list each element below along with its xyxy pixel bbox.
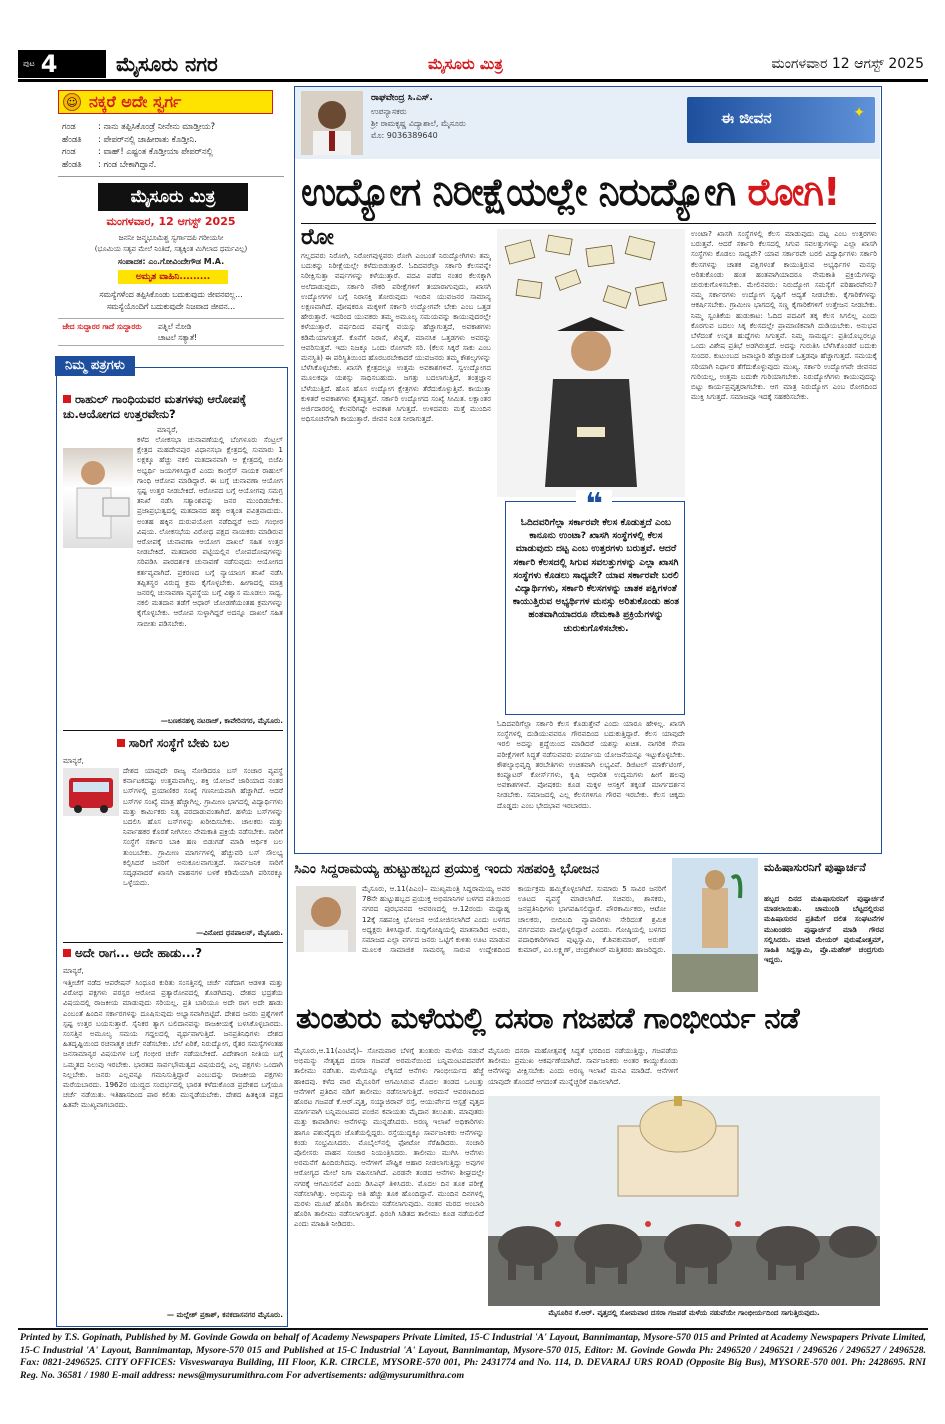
rahul-gandhi-photo [63,448,133,548]
cm-news [294,860,668,990]
masthead-date: ಮಂಗಳವಾರ, 12 ಆಗಸ್ಟ್ 2025 [106,215,236,228]
footer-rule [18,1328,928,1330]
statue-icon [672,858,758,992]
letters-column [56,358,288,1327]
cm-photo [296,886,356,952]
person-photo-icon [63,448,133,548]
column-tag [687,97,875,143]
page-header [18,50,928,82]
square-bullet-icon [117,739,125,747]
laughing-face-icon: ☺ [63,93,81,111]
article-col-2: ಓದಿದವರಿಗೆಲ್ಲಾ ಸರ್ಕಾರಿ ಕೆಲಸ ಕೊಡುತ್ತೇವೆ ಎಂದು ಯಾರೂ ಹೇಳಿಲ್ಲ. ಖಾಸಗಿ ಸಂಸ್ಥೆಗಳಲ್ಲಿ ದುಡಿಯುವವರೂ ಗೌರವದಿಂದ ಬದುಕುತ್ತಿದ್ದಾರೆ. ಕೆಲಸ ಯಾವುದೇ ಇರಲಿ ಅದನ್ನು ಶ್ರದ್ಧೆಯಿಂದ ಮಾಡಿದರೆ ಯಶಸ್ಸು ಖಚಿತ. ನಾಗರಿಕ ಸೇವಾ ಪರೀಕ್ಷೆಗಳಿಗೆ ಸಿದ್ಧತೆ ನಡೆಸುವವರು ಪರ್ಯಾಯ ಯೋಜನೆಯನ್ನೂ ಇಟ್ಟುಕೊಳ್ಳಬೇಕು. ಕೌಶಲ್ಯಾಭಿವೃದ್ಧಿ ತರಬೇತಿಗಳು ಉಚಿತವಾಗಿ ಲಭ್ಯವಿವೆ. ಡಿಜಿಟಲ್ ಮಾರ್ಕೆಟಿಂಗ್, ಕಂಪ್ಯೂಟರ್ ಕೋರ್ಸ್‌ಗಳು, ಕೃಷಿ ಆಧಾರಿತ ಉದ್ಯಮಗಳು ಹೀಗೆ ಹಲವು ಅವಕಾಶಗಳಿವೆ. ಪೋಷಕರು ಕೂಡ ಮಕ್ಕಳ ಆಸಕ್ತಿಗೆ ತಕ್ಕಂತೆ ಮಾರ್ಗದರ್ಶನ ನೀಡಬೇಕು. ಸಮಾಜದಲ್ಲಿ ಎಲ್ಲ ಕೆಲಸಗಳಿಗೂ ಗೌರವ ಇರಬೇಕು. ಕೆಲಸ ಚಿಕ್ಕದು ದೊಡ್ಡದು ಎಂಬ ಭೇದಭಾವ ಇರಬಾರದು. [497,719,685,810]
amrutha-line-2: ಸಮಸ್ಯೆಯೊಂದಿಗೆ ಬದುಕುವುದೇ ನಿಜವಾದ ಜೀವನ... [106,302,236,311]
letter-1-signature: —ಬಣಕನಹಳ್ಳಿ ನಟರಾಜ್, ಕಾವೇರಿನಗರ, ಮೈಸೂರು. [160,716,283,725]
humor-title: ನಕ್ಕರೆ ಅದೇ ಸ್ವರ್ಗ [89,92,182,111]
article-col-3: ಉಂಟಾ? ಖಾಸಗಿ ಸಂಸ್ಥೆಗಳಲ್ಲಿ ಕೆಲಸ ಮಾಡುವುದು ದಟ್ಟ ಎಂಬ ಉತ್ತರಗಳು ಬರುತ್ತವೆ. ಆದರೆ ಸರ್ಕಾರಿ ಕೆಲಸದಲ್ಲಿ ಸಿಗುವ ಸವಲತ್ತುಗಳನ್ನು ಎಲ್ಲಾ ಖಾಸಗಿ ಸಂಸ್ಥೆಗಳು ಕೊಡಲು ಸಾಧ್ಯವೇ? ಯಾವ ಸರ್ಕಾರವೇ ಬರಲಿ ವಿದ್ಯಾರ್ಥಿಗಳು ಸರ್ಕಾರಿ ಕೆಲಸಗಳನ್ನು ಚಾತಕ ಪಕ್ಷಿಗಳಂತೆ ಕಾಯುತ್ತಿರುವ ಅಭ್ಯರ್ಥಿಗಳ ಮನಸ್ಸು ಅರಿತುಕೊಂಡು ಹಂತ ಹಂತವಾಗಿಯಾದರೂ ನೇಮಕಾತಿ ಪ್ರಕ್ರಿಯೆಗಳನ್ನು ಚುರುಕುಗೊಳಿಸಬೇಕು. ಮೇಲಿನವರು: ನಿರುದ್ಯೋಗ ಸಮಸ್ಯೆಗೆ ಪರಿಹಾರವೇನು? ನಮ್ಮ ಸರ್ಕಾರಗಳು ಉದ್ಯೋಗ ಸೃಷ್ಟಿಗೆ ಆದ್ಯತೆ ನೀಡಬೇಕು. ಕೈಗಾರಿಕೆಗಳನ್ನು ಆಕರ್ಷಿಸಬೇಕು. ಗ್ರಾಮೀಣ ಭಾಗದಲ್ಲಿ ಸಣ್ಣ ಕೈಗಾರಿಕೆಗಳಿಗೆ ಉತ್ತೇಜನ ನೀಡಬೇಕು. ನಿಮ್ಮ ಸ್ವಂತಿಕೆಯ ಹುಡುಕಾಟ: ಓದಿದ ಪದವಿಗೆ ತಕ್ಕ ಕೆಲಸ ಸಿಗಲಿಲ್ಲ ಎಂದು ಕೊರಗುವ ಬದಲು ಸಿಕ್ಕ ಕೆಲಸದಲ್ಲೇ ಪ್ರಾಮಾಣಿಕವಾಗಿ ದುಡಿಯಬೇಕು. ಅನುಭವ ಬೆಳೆದಂತೆ ಉನ್ನತ ಹುದ್ದೆಗಳು ಸಿಗುತ್ತವೆ. ನಿಮ್ಮ ಸಾಮರ್ಥ್ಯ: ಪ್ರತಿಯೊಬ್ಬರಲ್ಲೂ ಒಂದು ವಿಶೇಷ ಪ್ರತಿಭೆ ಅಡಗಿರುತ್ತದೆ. ಅದನ್ನು ಗುರುತಿಸಿ ಬೆಳೆಸಿಕೊಂಡರೆ ಬದುಕು ಸುಂದರ. ಕುಟುಂಬದ ಜವಾಬ್ದಾರಿ ಹೆಚ್ಚಾದಂತೆ ಒತ್ತಡವೂ ಹೆಚ್ಚಾಗುತ್ತದೆ. ಸಮಯಕ್ಕೆ ಸರಿಯಾಗಿ ನಿರ್ಧಾರ ತೆಗೆದುಕೊಳ್ಳುವುದು ಮುಖ್ಯ. ಸರ್ಕಾರಿ ಉದ್ಯೋಗವೇ ಜೀವನದ ಗುರಿಯಲ್ಲ, ಉತ್ತಮ ಬದುಕೇ ಗುರಿಯಾಗಬೇಕು. ನಿರುದ್ಯೋಗಿಗಳು ಕಾಯುವುದನ್ನು ಬಿಟ್ಟು ಕಾರ್ಯಪ್ರವೃತ್ತರಾಗಬೇಕು. ಆಗ ಮಾತ್ರ ನಿರುದ್ಯೋಗ ಎಂಬ ರೋಗದಿಂದ ಮುಕ್ತಿ ಸಿಗುತ್ತದೆ. ಸಮಾಜವೂ ಇದಕ್ಕೆ ಸಹಕರಿಸಬೇಕು. [691,229,877,402]
dasara-news [294,996,884,1316]
letters-title: ನಿಮ್ಮ ಪತ್ರಗಳು [55,356,135,376]
author-role: ಉಪನ್ಯಾಸಕರು [371,107,407,116]
bus-icon [63,768,119,816]
section-title: ಮೈಸೂರು ನಗರ [116,52,218,76]
mini-left: ಜೇದ ಸುದ್ದಾರರ ಗಾದೆ ಸುದ್ದಾರರು [62,322,142,331]
letter-1-body: ಕಳೆದ ಲೋಕಸಭಾ ಚುನಾವಣೆಯಲ್ಲಿ ಬೆಂಗಳೂರು ಸೆಂಟ್ರಲ್ ಕ್ಷೇತ್ರದ ಮಹದೇವಪುರ ವಿಧಾನಸಭಾ ಕ್ಷೇತ್ರದಲ್ಲಿ ಸುಮಾರು 1 ಲಕ್ಷಕ್ಕೂ ಹೆಚ್ಚು ನಕಲಿ ಮತದಾನವಾಗಿ ಆ ಕ್ಷೇತ್ರದಲ್ಲಿ ಬಿಜೆಪಿ ಅಭ್ಯರ್ಥಿ ಜಯಗಳಿಸಿದ್ದಾರೆ ಎಂದು ಕಾಂಗ್ರೆಸ್ ನಾಯಕ ರಾಹುಲ್ ಗಾಂಧಿ ಆರೋಪ ಮಾಡಿದ್ದಾರೆ. ಈ ಬಗ್ಗೆ ಚುನಾವಣಾ ಆಯೋಗ ಸ್ಪಷ್ಟ ಉತ್ತರ ನೀಡಬೇಕಿದೆ. ಆರೋಪದ ಬಗ್ಗೆ ಆಯೋಗವು ಸಮಗ್ರ ತನಿಖೆ ನಡೆಸಿ ಸತ್ಯಾಂಶವನ್ನು ಜನರ ಮುಂದಿಡಬೇಕು. ಪ್ರಜಾಪ್ರಭುತ್ವದಲ್ಲಿ ಮತದಾನದ ಹಕ್ಕು ಅತ್ಯಂತ ಪವಿತ್ರವಾದುದು. ಅಂತಹ ಹಕ್ಕಿನ ದುರುಪಯೋಗ ನಡೆದಿದ್ದರೆ ಅದು ಗಂಭೀರ ವಿಷಯ. ಲೋಕಸಭೆಯ ವಿರೋಧ ಪಕ್ಷದ ನಾಯಕರು ಮಾಡಿರುವ ಆರೋಪಕ್ಕೆ ಚುನಾವಣಾ ಆಯೋಗ ದಾಖಲೆ ಸಹಿತ ಉತ್ತರ ನೀಡಬೇಕಿದೆ. ಮತದಾರರ ಪಟ್ಟಿಯಲ್ಲಿನ ಲೋಪದೋಷಗಳನ್ನು ಸರಿಪಡಿಸಿ ಪಾರದರ್ಶಕ ಚುನಾವಣೆ ನಡೆಸುವುದು ಆಯೋಗದ ಕರ್ತವ್ಯವಾಗಿದೆ. ಪ್ರಕರಣದ ಬಗ್ಗೆ ನ್ಯಾಯಾಂಗ ತನಿಖೆ ನಡೆಸಿ ತಪ್ಪಿತಸ್ಥರ ವಿರುದ್ಧ ಕ್ರಮ ಕೈಗೊಳ್ಳಬೇಕು. ಹೀಗಾದಲ್ಲಿ ಮಾತ್ರ ಜನರಲ್ಲಿ ಚುನಾವಣಾ ವ್ಯವಸ್ಥೆಯ ಬಗ್ಗೆ ವಿಶ್ವಾಸ ಮೂಡಲು ಸಾಧ್ಯ. ನಕಲಿ ಮತದಾನ ತಡೆಗೆ ಆಧಾರ್ ಜೋಡಣೆಯಂತಹ ಕ್ರಮಗಳನ್ನು ಕೈಗೊಳ್ಳಬೇಕು. ಆರೋಪ ಸುಳ್ಳಾಗಿದ್ದರೆ ಅದನ್ನೂ ದಾಖಲೆ ಸಹಿತ ಸಾಬೀತು ಪಡಿಸಬೇಕು. [137,435,283,628]
mahishasura-body: ಹಬ್ಬದ ದಿನದ ಮಹಿಷಾಸುರನಿಗೆ ಪುಷ್ಪಾರ್ಚನೆ ಮಾಡಲಾಯಿತು. ಚಾಮುಂಡಿ ಬೆಟ್ಟದಲ್ಲಿರುವ ಮಹಿಷಾಸುರನ ಪ್ರತಿಮೆಗೆ ದಲಿತ ಸಂಘಟನೆಗಳ ಮುಖಂಡರು ಪುಷ್ಪಾರ್ಚನೆ ಮಾಡಿ ಗೌರವ ಸಲ್ಲಿಸಿದರು. ಮಾಜಿ ಮೇಯರ್ ಪುರುಷೋತ್ತಮ್, ಸಾಹಿತಿ ಸಿದ್ದಸ್ವಾಮಿ, ಪ್ರೊ.ಮಹೇಶ್ ಚಂದ್ರಗುರು ಇದ್ದರು. [764,894,884,965]
graduate-cartoon-icon [497,229,685,497]
letter-2-headline: ಸಾರಿಗೆ ಸಂಸ್ಥೆಗೆ ಬೇಕು ಬಲ [63,736,283,751]
letter-3-headline: ಅದೇ ರಾಗ... ಅದೇ ಹಾಡು...? [63,946,283,961]
mini-right-2: ಚಾಟಲೆ ಸತ್ಯಾತೆ! [158,333,198,342]
divider [63,942,283,943]
amrutha-line-1: ಸಮಸ್ಯೆಗಳೆಂದ ತಪ್ಪಿಸಿಕೊಂಡು ಬದುಕುವುದು ಜೀವನವಲ್ಲ... [99,290,243,299]
letter-2-body: ದೇಶದ ಯಾವುದೇ ರಾಜ್ಯ ನೋಡಿದರೂ ಬಸ್ ಸಂಚಾರ ವ್ಯವಸ್ಥೆ ಕರ್ನಾಟಕದಷ್ಟು ಉತ್ತಮವಾಗಿಲ್ಲ. ಶಕ್ತಿ ಯೋಜನೆ ಜಾರಿಯಾದ ನಂತರ ಬಸ್‌ಗಳಲ್ಲಿ ಪ್ರಯಾಣಿಕರ ಸಂಖ್ಯೆ ಗಣನೀಯವಾಗಿ ಹೆಚ್ಚಾಗಿದೆ. ಆದರೆ ಬಸ್‌ಗಳ ಸಂಖ್ಯೆ ಮಾತ್ರ ಹೆಚ್ಚಾಗಿಲ್ಲ. ಗ್ರಾಮೀಣ ಭಾಗದಲ್ಲಿ ವಿದ್ಯಾರ್ಥಿಗಳು ಮತ್ತು ಕಾರ್ಮಿಕರು ನಿತ್ಯ ಪರದಾಡುವಂತಾಗಿದೆ. ಹಳೆಯ ಬಸ್‌ಗಳನ್ನು ಬದಲಿಸಿ ಹೊಸ ಬಸ್‌ಗಳನ್ನು ಖರೀದಿಸಬೇಕು. ಚಾಲಕರು ಮತ್ತು ನಿರ್ವಾಹಕರ ಕೊರತೆ ನೀಗಿಸಲು ನೇಮಕಾತಿ ಪ್ರಕ್ರಿಯೆ ನಡೆಸಬೇಕು. ಸಾರಿಗೆ ಸಂಸ್ಥೆಗೆ ಸರ್ಕಾರ ಬಾಕಿ ಹಣ ಬಿಡುಗಡೆ ಮಾಡಿ ಆರ್ಥಿಕ ಬಲ ತುಂಬಬೇಕು. ಗ್ರಾಮೀಣ ಮಾರ್ಗಗಳಲ್ಲಿ ಹೆಚ್ಚುವರಿ ಬಸ್ ಸೌಲಭ್ಯ ಕಲ್ಪಿಸಿದರೆ ಜನರಿಗೆ ಅನುಕೂಲವಾಗುತ್ತದೆ. ಸಾರ್ವಜನಿಕ ಸಾರಿಗೆ ಸದೃಢವಾದರೆ ಖಾಸಗಿ ವಾಹನಗಳ ಬಳಕೆ ಕಡಿಮೆಯಾಗಿ ಪರಿಸರಕ್ಕೂ ಒಳ್ಳೆಯದು. [123,766,283,888]
masthead-motto-2: (ಭೂಮಿಯ ಸತ್ಯವ ಮೇಲೆ ನಿಂತಿದೆ, ಸತ್ಯಕ್ಕಿಂತ ಮಿಗಿಲಾದ ಧರ್ಮವಿಲ್ಲ) [94,245,248,253]
letter-3-salutation: ಮಾನ್ಯರೆ, [63,966,84,975]
dasara-photo-caption: ಮೈಸೂರಿನ ಕೆ.ಆರ್. ವೃತ್ತದಲ್ಲಿ ಸೋಮವಾರ ದಸರಾ ಗಜಪಡೆ ಮಳೆಯ ನಡುವೆಯೇ ಗಾಂಭೀರ್ಯದಿಂದ ಸಾಗುತ್ತಿರುವುದು. [548,1308,820,1317]
sparkle-icon: ✦ [853,105,865,121]
article-illustration [497,229,685,497]
letter-1-salutation: ಮಾನ್ಯರೆ, [157,425,178,434]
author-photo [301,91,363,155]
humor-line: ಹೆಂಡತಿ : ಗಂಡ ಬೇಕಾಗಿದ್ದಾನೆ. [62,158,157,169]
author-header [295,87,880,159]
letter-2-signature: —ವಿನೋದ ಧನಪಾಲನ್, ಮೈಸೂರು. [196,928,283,937]
page-badge [18,50,106,78]
mahishasura-title: ಮಹಿಷಾಸುರನಿಗೆ ಪುಷ್ಪಾರ್ಚನೆ [764,861,866,874]
letter-2-salutation: ಮಾನ್ಯರೆ, [63,756,84,765]
humor-line: ಗಂಡ : ನಾನು ತಪ್ಪಿಸಿಕೊಂಡ್ರೆ ನೀನೇನು ಮಾಡ್ತೀಯ? [62,121,216,131]
article-col-1: ಗಲ್ಲದವರು ನಿರೋಗಿ, ನಿರೋಗವುಳ್ಳವರು ರೋಗಿ ಎಂಬಂತೆ ನಿರುದ್ಯೋಗಿಗಳು ತಮ್ಮ ಬದುಕನ್ನು ನಿರೀಕ್ಷೆಯಲ್ಲೇ ಕಳೆದುಬಿಡುತ್ತಾರೆ. ಓದಿದವರೆಲ್ಲಾ ಸರ್ಕಾರಿ ಕೆಲಸವನ್ನೇ ನಿರೀಕ್ಷಿಸುತ್ತಾ ವರ್ಷಗಳನ್ನು ಕಳೆಯುತ್ತಾರೆ. ಪದವಿ ಪಡೆದ ನಂತರ ಕೆಲಸಕ್ಕಾಗಿ ಅಲೆದಾಡುವುದು, ಸರ್ಕಾರಿ ನೌಕರಿ ಪರೀಕ್ಷೆಗಳಿಗೆ ತಯಾರಾಗುವುದು, ಖಾಸಗಿ ಉದ್ಯೋಗಗಳ ಬಗ್ಗೆ ನಿರಾಸಕ್ತಿ ತೋರುವುದು ಇಂದಿನ ಯುವಜನರ ಸಾಮಾನ್ಯ ಲಕ್ಷಣವಾಗಿದೆ. ಪೋಷಕರೂ ಮಕ್ಕಳಿಗೆ ಸರ್ಕಾರಿ ಉದ್ಯೋಗವೇ ಬೇಕು ಎಂಬ ಒತ್ತಡ ಹೇರುತ್ತಾರೆ. ಇದರಿಂದ ಯುವಕರು ತಮ್ಮ ಅಮೂಲ್ಯ ಸಮಯವನ್ನು ಕಾಯುವುದರಲ್ಲೇ ಕಳೆಯುತ್ತಾರೆ. ವರ್ಷದಿಂದ ವರ್ಷಕ್ಕೆ ವಯಸ್ಸು ಹೆಚ್ಚಾಗುತ್ತದೆ, ಅವಕಾಶಗಳು ಕಡಿಮೆಯಾಗುತ್ತವೆ. ಕೊನೆಗೆ ನಿರಾಸೆ, ಖಿನ್ನತೆ, ಮಾನಸಿಕ ಒತ್ತಡಗಳು ಅವರನ್ನು ಆವರಿಸುತ್ತವೆ. ಇದು ನಿಜಕ್ಕೂ ಒಂದು ರೋಗವೇ ಸರಿ. (ಕೆಲಸ ಸಿಕ್ಕರೆ ಸಾಕು ಎಂಬ ಮನಸ್ಥಿತಿ) ಈ ಪರಿಸ್ಥಿತಿಯಿಂದ ಹೊರಬರಬೇಕಾದರೆ ಯುವಜನರು ತಮ್ಮ ಕೌಶಲ್ಯಗಳನ್ನು ಬೆಳೆಸಿಕೊಳ್ಳಬೇಕು. ಖಾಸಗಿ ಕ್ಷೇತ್ರದಲ್ಲೂ ಉತ್ತಮ ಅವಕಾಶಗಳಿವೆ. ಸ್ವಉದ್ಯೋಗದ ಮೂಲಕವೂ ಯಶಸ್ಸು ಸಾಧಿಸಬಹುದು. ಜಗತ್ತು ಬದಲಾಗುತ್ತಿದೆ, ತಂತ್ರಜ್ಞಾನ ಬೆಳೆಯುತ್ತಿದೆ. ಹೊಸ ಹೊಸ ಉದ್ಯೋಗ ಕ್ಷೇತ್ರಗಳು ತೆರೆದುಕೊಳ್ಳುತ್ತಿವೆ. ಕಾಯುತ್ತಾ ಕುಳಿತರೆ ಅವಕಾಶಗಳು ಕೈತಪ್ಪುತ್ತವೆ. ಸರ್ಕಾರಿ ಉದ್ಯೋಗದ ಸಂಖ್ಯೆ ಸೀಮಿತ. ಲಕ್ಷಾಂತರ ಅರ್ಜಿದಾರರಲ್ಲಿ ಕೆಲವರಿಗಷ್ಟೇ ಅವಕಾಶ ಸಿಗುತ್ತದೆ. ಉಳಿದವರು ಮತ್ತೆ ಮುಂದಿನ ಅಧಿಸೂಚನೆಗಾಗಿ ಕಾಯುತ್ತಾರೆ. ಜೀವನ ನಿಂತ ನೀರಾಗುತ್ತದೆ. [301,251,491,424]
author-name: ರಾಘವೇಂದ್ರ ಸಿ.ಎಸ್. [371,93,433,103]
main-article [294,86,882,854]
letter-1-headline: ರಾಹುಲ್ ಗಾಂಧಿಯವರ ಮತಗಳವು ಆರೋಪಕ್ಕೆ ಚು.ಆಯೋಗದ ಉತ್ತರವೇನು? [63,392,247,421]
divider [63,730,283,731]
mini-right-1: ಪತ್ನಿಲೆ ನೋಡಿ [158,322,192,331]
author-org: ಶ್ರೀ ರಾಮಕೃಷ್ಣ ವಿದ್ಯಾಶಾಲೆ, ಮೈಸೂರು [371,119,466,128]
masthead-motto: ಜನನೀ ಜನ್ಮಭೂಮಿಶ್ಚ ಸ್ವರ್ಗಾದಪಿ ಗರೀಯಸೀ [118,233,224,242]
dasara-col-1: ಮೈಸೂರು,ಆ.11(ಎಂಟಿವೈ)– ಸೋಮವಾರ ಬೆಳಗ್ಗೆ ತುಂತುರು ಮಳೆಯ ನಡುವೆ ಅಭಿಮನ್ಯು ನೇತೃತ್ವದ ದಸರಾ ಗಜಪಡೆ ಅರಮನೆಯಿಂದ ಬನ್ನಿಮಂಟಪದವರೆಗೆ ತಾಲೀಮು ನಡೆಸಿತು. ಮಳೆಯನ್ನೂ ಲೆಕ್ಕಿಸದೆ ಆನೆಗಳು ಗಾಂಭೀರ್ಯದ ಹೆಜ್ಜೆ ಹಾಕಿದವು. ಕಳೆದ ವಾರ ಮೈಸೂರಿಗೆ ಆಗಮಿಸಿರುವ ಮೊದಲ ತಂಡದ ಒಂಬತ್ತು ಆನೆಗಳಿಗೆ ಪ್ರತಿದಿನ ನಡಿಗೆ ತಾಲೀಮು ನಡೆಸಲಾಗುತ್ತಿದೆ. ಅರಮನೆ ಆವರಣದಿಂದ ಹೊರಟ ಗಜಪಡೆ ಕೆ.ಆರ್.ವೃತ್ತ, ಸಯ್ಯಾಜಿರಾವ್ ರಸ್ತೆ, ಆಯುರ್ವೇದ ಆಸ್ಪತ್ರೆ ವೃತ್ತದ ಮಾರ್ಗವಾಗಿ ಬನ್ನಿಮಂಟಪದ ಪಂಜಿನ ಕವಾಯತು ಮೈದಾನ ತಲುಪಿತು. ಮಾವುತರು ಮತ್ತು ಕಾವಾಡಿಗಳು ಆನೆಗಳನ್ನು ಮುನ್ನಡೆಸಿದರು. ಅರಣ್ಯ ಇಲಾಖೆ ಅಧಿಕಾರಿಗಳು ಹಾಗೂ ಪಶುವೈದ್ಯರು ಜೊತೆಯಲ್ಲಿದ್ದರು. ರಸ್ತೆಯುದ್ದಕ್ಕೂ ಸಾರ್ವಜನಿಕರು ಆನೆಗಳನ್ನು ಕಂಡು ಸಂಭ್ರಮಿಸಿದರು. ಮೊಬೈಲ್‌ನಲ್ಲಿ ಫೋಟೋ ಸೆರೆಹಿಡಿದರು. ಸಂಚಾರಿ ಪೊಲೀಸರು ವಾಹನ ಸಂಚಾರ ನಿಯಂತ್ರಿಸಿದರು. ತಾಲೀಮು ಮುಗಿಸಿ ಆನೆಗಳು ಅರಮನೆಗೆ ಹಿಂದಿರುಗಿದವು. ಆನೆಗಳಿಗೆ ಪೌಷ್ಟಿಕ ಆಹಾರ ನೀಡಲಾಗುತ್ತಿದ್ದು ಅವುಗಳ ಆರೋಗ್ಯದ ಮೇಲೆ ನಿಗಾ ವಹಿಸಲಾಗಿದೆ. ಎರಡನೇ ತಂಡದ ಆನೆಗಳು ಶೀಘ್ರದಲ್ಲೇ ನಗರಕ್ಕೆ ಆಗಮಿಸಲಿವೆ ಎಂದು ಡಿಸಿಎಫ್ ತಿಳಿಸಿದರು. ಮೊದಲ ದಿನ ತೂಕ ಪರೀಕ್ಷೆ ನಡೆಸಲಾಗಿತ್ತು. ಅಭಿಮನ್ಯು ಅತಿ ಹೆಚ್ಚು ತೂಕ ಹೊಂದಿದ್ದಾನೆ. ಮುಂದಿನ ದಿನಗಳಲ್ಲಿ ಮರಳು ಮೂಟೆ ಹೊರಿಸಿ ತಾಲೀಮು ನಡೆಸಲಾಗುವುದು. ನಂತರ ಮರದ ಅಂಬಾರಿ ಹೊರಿಸಿ ತಾಲೀಮು ನಡೆಸಲಾಗುತ್ತದೆ. ಫಿರಂಗಿ ಸಿಡಿತದ ತಾಲೀಮು ಕೂಡ ನಡೆಯಲಿದೆ ಎಂದು ಮಾಹಿತಿ ನೀಡಿದರು. [294,1046,484,1229]
square-bullet-icon [63,395,71,403]
cm-portrait-icon [296,886,356,952]
elephant-procession-photo [488,1096,880,1306]
square-bullet-icon [63,949,71,957]
author-phone: ಮೊ: 9036389640 [371,131,438,140]
amrutha-title: ಅಮೃತ ವಾಹಿನಿ......... [118,270,228,284]
page-number: 4 [40,50,58,78]
humor-title-bar [58,90,273,114]
amrutha-box [58,270,284,316]
humor-line: ಹೆಂಡತಿ : ಪೇಪರ್‌ನಲ್ಲಿ ಜಾಹೀರಾತು ಕೊಡ್ತೀನಿ. [62,133,197,144]
divider [301,223,876,224]
masthead-logo: ಮೈಸೂರು ಮಿತ್ರ [98,183,248,211]
article-headline: ಉದ್ಯೋಗ ನಿರೀಕ್ಷೆಯಲ್ಲೇ ನಿರುದ್ಯೋಗಿ ರೋಗಿ! [301,170,840,214]
letter-3-signature: — ಮಲ್ಲೇಶ್ ಪ್ರಕಾಶ್, ಕನಕದಾಸನಗರ ಮೈಸೂರು. [166,1310,283,1319]
mahishasura-news [672,858,886,994]
pull-quote-text: ಓದಿದವರಿಗೆಲ್ಲಾ ಸರ್ಕಾರವೇ ಕೆಲಸ ಕೊಡುತ್ತದೆ ಎಂಬ ಕಾನೂನು ಉಂಟಾ? ಖಾಸಗಿ ಸಂಸ್ಥೆಗಳಲ್ಲಿ ಕೆಲಸ ಮಾಡುವುದು ದಟ್ಟ ಎಂಬ ಉತ್ತರಗಳು ಬರುತ್ತವೆ. ಆದರೆ ಸರ್ಕಾರಿ ಕೆಲಸದಲ್ಲಿ ಸಿಗುವ ಸವಲತ್ತುಗಳನ್ನು ಎಲ್ಲಾ ಖಾಸಗಿ ಸಂಸ್ಥೆಗಳು ಕೊಡಲು ಸಾಧ್ಯವೇ? ಯಾವ ಸರ್ಕಾರವೇ ಬರಲಿ ವಿದ್ಯಾರ್ಥಿಗಳು, ಸರ್ಕಾರಿ ಕೆಲಸಗಳನ್ನು ಚಾತಕ ಪಕ್ಷಿಗಳಂತೆ ಕಾಯುತ್ತಿರುವ ಅಭ್ಯರ್ಥಿಗಳ ಮನಸ್ಸು ಅರಿತುಕೊಂಡು ಹಂತ ಹಂತವಾಗಿಯಾದರೂ ನೇಮಕಾತಿ ಪ್ರಕ್ರಿಯೆಗಳನ್ನು ಚುರುಕುಗೊಳಿಸಬೇಕು. [512,517,680,634]
humor-line: ಗಂಡ : ವಾಹ್! ಎಷ್ಟಂತ ಕೊಡ್ತೀಯಾ ಪೇಪರ್‌ನಲ್ಲಿ [62,146,213,156]
dropcap: ರೋ [301,225,334,250]
footer-imprint: Printed by T.S. Gopinath, Published by M. Govinde Gowda on behalf of Academy Newspapers Private Limited, 15-C Industrial 'A' Layout, Bannimantap, Mysore-570 015 and Printed at Academy Newspapers Private Limited, 15-C Industrial 'A' Layout, Bannimantap, Mysore-570 015 and Published at 15-C Industrial 'A' Layout, Bannimantap, Mysore-570 015, Editor: M. Govinde Gowda Ph: 2496520 / 2496521 / 2496526 / 2496527 / 2496528. Fax: 0821-2496525. CITY OFFICES: Visveswaraya Building, III Floor, K.R. CIRCLE, MYSORE-570 001, Ph: 2431774 and No. 114, D. DEVARAJ URS ROAD (Opposite Big Bus), MYSORE-570 001. Ph: 2428695. RNI Reg. No. 36581 / 1980 E-mail address: news@mysurumithra.com For advertisements: ad@mysurumithra.com [20,1332,926,1381]
mini-strip [58,318,284,346]
mahishasura-photo [672,858,758,992]
cm-headline: ಸಿಎಂ ಸಿದ್ದರಾಮಯ್ಯ ಹುಟ್ಟುಹಬ್ಬದ ಪ್ರಯುಕ್ತ ಇಂದು ಸಹಪಂಕ್ತಿ ಭೋಜನ [294,861,600,877]
letter-3-body: ಇತ್ತೀಚೆಗೆ ನಡೆದ ಆಪರೇಷನ್ ಸಿಂಧೂರ ಕುರಿತು ಸಂಸತ್ತಿನಲ್ಲಿ ಚರ್ಚೆ ನಡೆದಾಗ ಆಡಳಿತ ಮತ್ತು ವಿರೋಧ ಪಕ್ಷಗಳು ಪರಸ್ಪರ ಆರೋಪ ಪ್ರತ್ಯಾರೋಪದಲ್ಲಿ ತೊಡಗಿದವು. ದೇಶದ ಭದ್ರತೆಯ ವಿಷಯದಲ್ಲಿ ರಾಜಕೀಯ ಮಾಡುವುದು ಸರಿಯಲ್ಲ. ಪ್ರತಿ ಬಾರಿಯೂ ಅದೇ ರಾಗ ಅದೇ ಹಾಡು ಎಂಬಂತೆ ಹಿಂದಿನ ಸರ್ಕಾರಗಳನ್ನು ದೂಷಿಸುವುದು ಅಭ್ಯಾಸವಾಗಿಬಿಟ್ಟಿದೆ. ದೇಶದ ಜನರು ಪ್ರಶ್ನೆಗಳಿಗೆ ಸ್ಪಷ್ಟ ಉತ್ತರ ಬಯಸುತ್ತಾರೆ. ಸೈನಿಕರ ತ್ಯಾಗ ಬಲಿದಾನವನ್ನು ರಾಜಕೀಯಕ್ಕೆ ಬಳಸಿಕೊಳ್ಳಬಾರದು. ಸಂಸತ್ತಿನ ಅಮೂಲ್ಯ ಸಮಯ ಗದ್ದಲದಲ್ಲಿ ವ್ಯರ್ಥವಾಗುತ್ತಿದೆ. ಜನಪ್ರತಿನಿಧಿಗಳು ದೇಶದ ಹಿತದೃಷ್ಟಿಯಿಂದ ರಚನಾತ್ಮಕ ಚರ್ಚೆ ನಡೆಸಬೇಕು. ಬೆಲೆ ಏರಿಕೆ, ನಿರುದ್ಯೋಗ, ರೈತರ ಸಮಸ್ಯೆಗಳಂತಹ ಜನಸಾಮಾನ್ಯರ ವಿಷಯಗಳ ಬಗ್ಗೆ ಗಂಭೀರ ಚರ್ಚೆ ನಡೆಯಬೇಕಿದೆ. ವಿದೇಶಾಂಗ ನೀತಿಯ ಬಗ್ಗೆ ಒಮ್ಮತದ ನಿಲುವು ಇರಬೇಕು. ಭಾರತದ ಸಾರ್ವಭೌಮತ್ವದ ವಿಷಯದಲ್ಲಿ ಎಲ್ಲ ಪಕ್ಷಗಳು ಒಂದಾಗಿ ನಿಲ್ಲಬೇಕು. ಜನರು ಎಲ್ಲವನ್ನೂ ಗಮನಿಸುತ್ತಿದ್ದಾರೆ ಎಂಬುದನ್ನು ರಾಜಕೀಯ ಪಕ್ಷಗಳು ಮರೆಯಬಾರದು. 1962ರ ಯುದ್ಧದ ಸಂದರ್ಭದಲ್ಲಿ ಭಾರತ ಕಳೆದುಕೊಂಡ ಪ್ರದೇಶದ ಬಗ್ಗೆಯೂ ಚರ್ಚೆ ನಡೆಯಿತು. ಇತಿಹಾಸದಿಂದ ಪಾಠ ಕಲಿತು ಮುನ್ನಡೆಯಬೇಕು. ದೇಶದ ಹಿತಕ್ಕಿಂತ ಪಕ್ಷದ ಹಿತವೇ ಮುಖ್ಯವಾಗಬಾರದು. [63,978,283,1110]
quote-mark-icon: ❝ [576,490,612,514]
humor-lines [62,120,282,170]
pull-quote-box [505,487,685,715]
dasara-col-2: ಮೈಸೂರು ದಸರಾ ಮಹೋತ್ಸವಕ್ಕೆ ಸಿದ್ಧತೆ ಭರದಿಂದ ನಡೆಯುತ್ತಿದ್ದು, ಗಜಪಡೆಯ ತಾಲೀಮು ಪ್ರಮುಖ ಆಕರ್ಷಣೆಯಾಗಿದೆ. ಸಾರ್ವಜನಿಕರು ಅಂತರ ಕಾಯ್ದುಕೊಂಡು ಆನೆಗಳನ್ನು ವೀಕ್ಷಿಸಬೇಕು ಎಂದು ಅರಣ್ಯ ಇಲಾಖೆ ಮನವಿ ಮಾಡಿದೆ. ಆನೆಗಳಿಗೆ ಯಾವುದೇ ತೊಂದರೆ ಆಗದಂತೆ ಮುನ್ನೆಚ್ಚರಿಕೆ ವಹಿಸಲಾಗಿದೆ. [488,1046,678,1086]
cm-body: ಮೈಸೂರು, ಆ.11(ಪಿಎಂ)– ಮುಖ್ಯಮಂತ್ರಿ ಸಿದ್ದರಾಮಯ್ಯ ಅವರ 78ನೇ ಹುಟ್ಟುಹಬ್ಬದ ಪ್ರಯುಕ್ತ ಅಭಿಮಾನಿಗಳ ಬಳಗದ ವತಿಯಿಂದ ನಗರದ ಪುರಭವನದ ಆವರಣದಲ್ಲಿ ಆ.12ರಂದು ಮಧ್ಯಾಹ್ನ 12ಕ್ಕೆ ಸಹಪಂಕ್ತಿ ಭೋಜನ ಆಯೋಜಿಸಲಾಗಿದೆ ಎಂದು ಬಳಗದ ಅಧ್ಯಕ್ಷರು ತಿಳಿಸಿದ್ದಾರೆ. ಸುದ್ದಿಗೋಷ್ಠಿಯಲ್ಲಿ ಮಾತನಾಡಿದ ಅವರು, ಸಮಾಜದ ಎಲ್ಲಾ ವರ್ಗದ ಜನರು ಒಟ್ಟಿಗೆ ಕುಳಿತು ಊಟ ಮಾಡುವ ಮೂಲಕ ಸಾಮಾಜಿಕ ಸಾಮರಸ್ಯ ಸಾರುವ ಉದ್ದೇಶದಿಂದ ಕಾರ್ಯಕ್ರಮ ಹಮ್ಮಿಕೊಳ್ಳಲಾಗಿದೆ. ಸುಮಾರು 5 ಸಾವಿರ ಜನರಿಗೆ ಊಟದ ವ್ಯವಸ್ಥೆ ಮಾಡಲಾಗಿದೆ. ಸಚಿವರು, ಶಾಸಕರು, ಜನಪ್ರತಿನಿಧಿಗಳು ಭಾಗವಹಿಸಲಿದ್ದಾರೆ. ಪೌರಕಾರ್ಮಿಕರು, ಆಟೋ ಚಾಲಕರು, ಬೀದಿಬದಿ ವ್ಯಾಪಾರಿಗಳು ಸೇರಿದಂತೆ ಶ್ರಮಿಕ ವರ್ಗದವರು ಪಾಲ್ಗೊಳ್ಳಲಿದ್ದಾರೆ ಎಂದರು. ಗೋಷ್ಠಿಯಲ್ಲಿ ಬಳಗದ ಪದಾಧಿಕಾರಿಗಳಾದ ಪುಟ್ಟಸ್ವಾಮಿ, ಕೆ.ಶಿವಕುಮಾರ್, ಅರುಣ್ ಕುಮಾರ್, ಎಂ.ಲಕ್ಷ್ಮಣ್, ಚಂದ್ರಶೇಖರ್ ಮತ್ತಿತರರು ಹಾಜರಿದ್ದರು. [362,884,666,955]
header-date: ಮಂಗಳವಾರ 12 ಆಗಸ್ಟ್ 2025 [771,56,924,72]
author-portrait-icon [301,91,363,155]
masthead-editor: ಸಂಪಾದಕ: ಎಂ.ಗೋವಿಂದೇಗೌಡ M.A. [117,257,225,266]
page-label: ಪುಟ [23,59,35,68]
paper-name: ಮೈಸೂರು ಮಿತ್ರ [428,55,503,73]
elephant-procession-icon [488,1096,880,1306]
column-name: ಈ ಜೀವನ [721,109,772,127]
ksrtc-bus-photo [63,768,119,816]
dasara-headline: ತುಂತುರು ಮಳೆಯಲ್ಲಿ ದಸರಾ ಗಜಪಡೆ ಗಾಂಭೀರ್ಯ ನಡೆ [296,1001,800,1035]
